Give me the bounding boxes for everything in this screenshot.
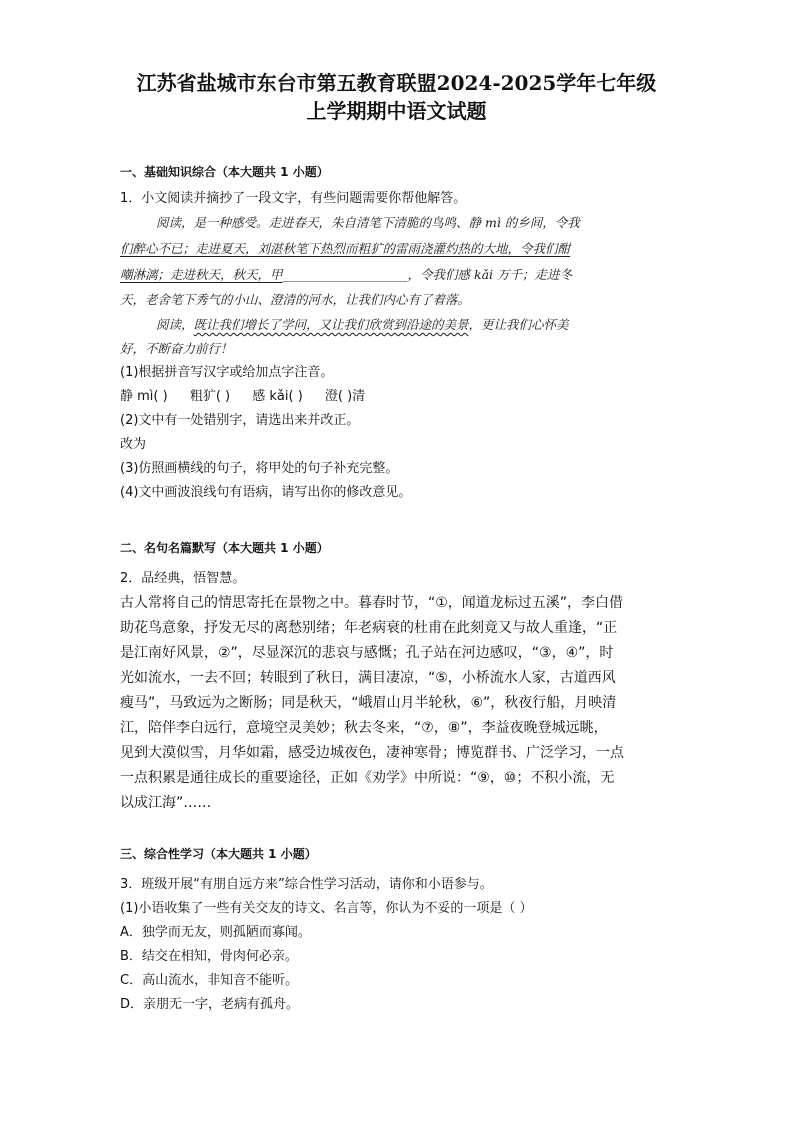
passage-line5 xyxy=(156,316,569,334)
exam-title-line2: 上学期期中语文试题 xyxy=(306,99,487,123)
section1-heading: 一、基础知识综合（本大题共 1 小题） xyxy=(120,165,329,179)
section2-paragraph-line: 一点积累是通往成长的重要途径，正如《劝学》中所说：“⑨，⑩；不积小流，无 xyxy=(120,770,615,786)
passage-text: ，令我们感 kǎi 万千；走进冬 xyxy=(407,267,572,282)
passage-wavy-sentence: 既让我们增长了学问，又让我们欣赏到沿途的美景 xyxy=(193,317,469,332)
q1-subquestion1: (1)根据拼音写汉字或给加点字注音。 xyxy=(120,365,334,380)
section2-paragraph-line: 是江南好风景，②”，尽显深沉的悲哀与感慨；孔子站在河边感叹，“③，④”，时 xyxy=(120,645,614,661)
pinyin-item-chengqing[interactable]: 澄( )清 xyxy=(324,389,366,404)
fill-blank-jia[interactable]: ____________________ xyxy=(282,267,408,282)
section3-heading: 三、综合性学习（本大题共 1 小题） xyxy=(120,847,317,861)
question3-intro: 3．班级开展“有朋自远方来”综合性学习活动，请你和小语参与。 xyxy=(120,877,493,892)
exam-title-line1: 江苏省盐城市东台市第五教育联盟2024-2025学年七年级 xyxy=(136,71,657,95)
question1-intro: 1．小文阅读并摘抄了一段文字，有些问题需要你帮他解答。 xyxy=(120,191,467,206)
passage-line2-underlined: 们醉心不已；走进夏天，刘湛秋笔下热烈而粗犷的雷雨浇灌灼热的大地，令我们酣 xyxy=(120,241,571,256)
section2-paragraph-line: 光如流水，一去不回；转眼到了秋日，满目凄凉，“⑤，小桥流水人家，古道西风 xyxy=(120,670,616,686)
q3-subquestion1: (1)小语收集了一些有关交友的诗文、名言等，你认为不妥的一项是（ ） xyxy=(120,901,533,916)
option-c[interactable]: C．高山流水，非知音不能听。 xyxy=(120,973,299,988)
passage-text: ，更让我们心怀美 xyxy=(468,317,569,332)
pinyin-item-jingmi[interactable]: 静 mì( ) xyxy=(120,389,168,404)
passage-text: 阅读，是一种感受。走进春天，朱自清笔下清脆的鸟鸣、静 mì 的乡间，令我 xyxy=(156,215,580,230)
section2-paragraph-line: 古人常将自己的情思寄托在景物之中。暮春时节，“①，闻道龙标过五溪”，李白借 xyxy=(120,595,624,611)
option-a[interactable]: A．独学而无友，则孤陋而寡闻。 xyxy=(120,925,311,940)
pinyin-row xyxy=(120,388,365,406)
q1-subquestion3: (3)仿照画横线的句子，将甲处的句子补充完整。 xyxy=(120,461,399,476)
q1-subquestion2: (2)文中有一处错别字，请选出来并改正。 xyxy=(120,413,360,428)
passage-line6: 好，不断奋力前行！ xyxy=(120,341,233,356)
section2-heading: 二、名句名篇默写（本大题共 1 小题） xyxy=(120,541,329,555)
q1-subquestion4: (4)文中画波浪线句有语病，请写出你的修改意见。 xyxy=(120,485,412,500)
correction-label: 改为 xyxy=(120,437,147,452)
pinyin-item-gankai[interactable]: 感 kǎi( ) xyxy=(252,389,303,404)
section2-paragraph-line: 江，陪伴李白远行，意境空灵美妙；秋去冬来，“⑦，⑧”，李益夜晚登城远眺， xyxy=(120,720,608,736)
section2-paragraph-line: 见到大漠似雪，月华如霜，感受边城夜色，凄神寒骨；博览群书、广泛学习，一点 xyxy=(120,745,624,761)
pinyin-item-cuguang[interactable]: 粗犷( ) xyxy=(189,389,231,404)
section2-paragraph-line: 瘦马”，马致远为之断肠；同是秋天，“峨眉山月半轮秋，⑥”，秋夜行船，月映清 xyxy=(120,695,617,711)
section2-paragraph-line: 助花鸟意象，抒发无尽的离愁别绪；年老病衰的杜甫在此刻竟又与故人重逢，“正 xyxy=(120,620,618,636)
passage-text: 阅读， xyxy=(156,317,194,332)
question2-intro: 2．品经典，悟智慧。 xyxy=(120,571,246,586)
passage-line1 xyxy=(156,214,580,232)
option-d[interactable]: D．亲朋无一字，老病有孤舟。 xyxy=(120,997,300,1012)
option-b[interactable]: B．结交在相知，骨肉何必亲。 xyxy=(120,949,298,964)
passage-underlined-text: 嘲淋漓；走进秋天，秋天，甲 xyxy=(120,267,283,282)
section2-paragraph-line: 以成江海”…… xyxy=(120,795,212,811)
passage-line3 xyxy=(120,266,572,284)
passage-line4: 天，老舍笔下秀气的小山、澄清的河水，让我们内心有了着落。 xyxy=(120,292,471,307)
